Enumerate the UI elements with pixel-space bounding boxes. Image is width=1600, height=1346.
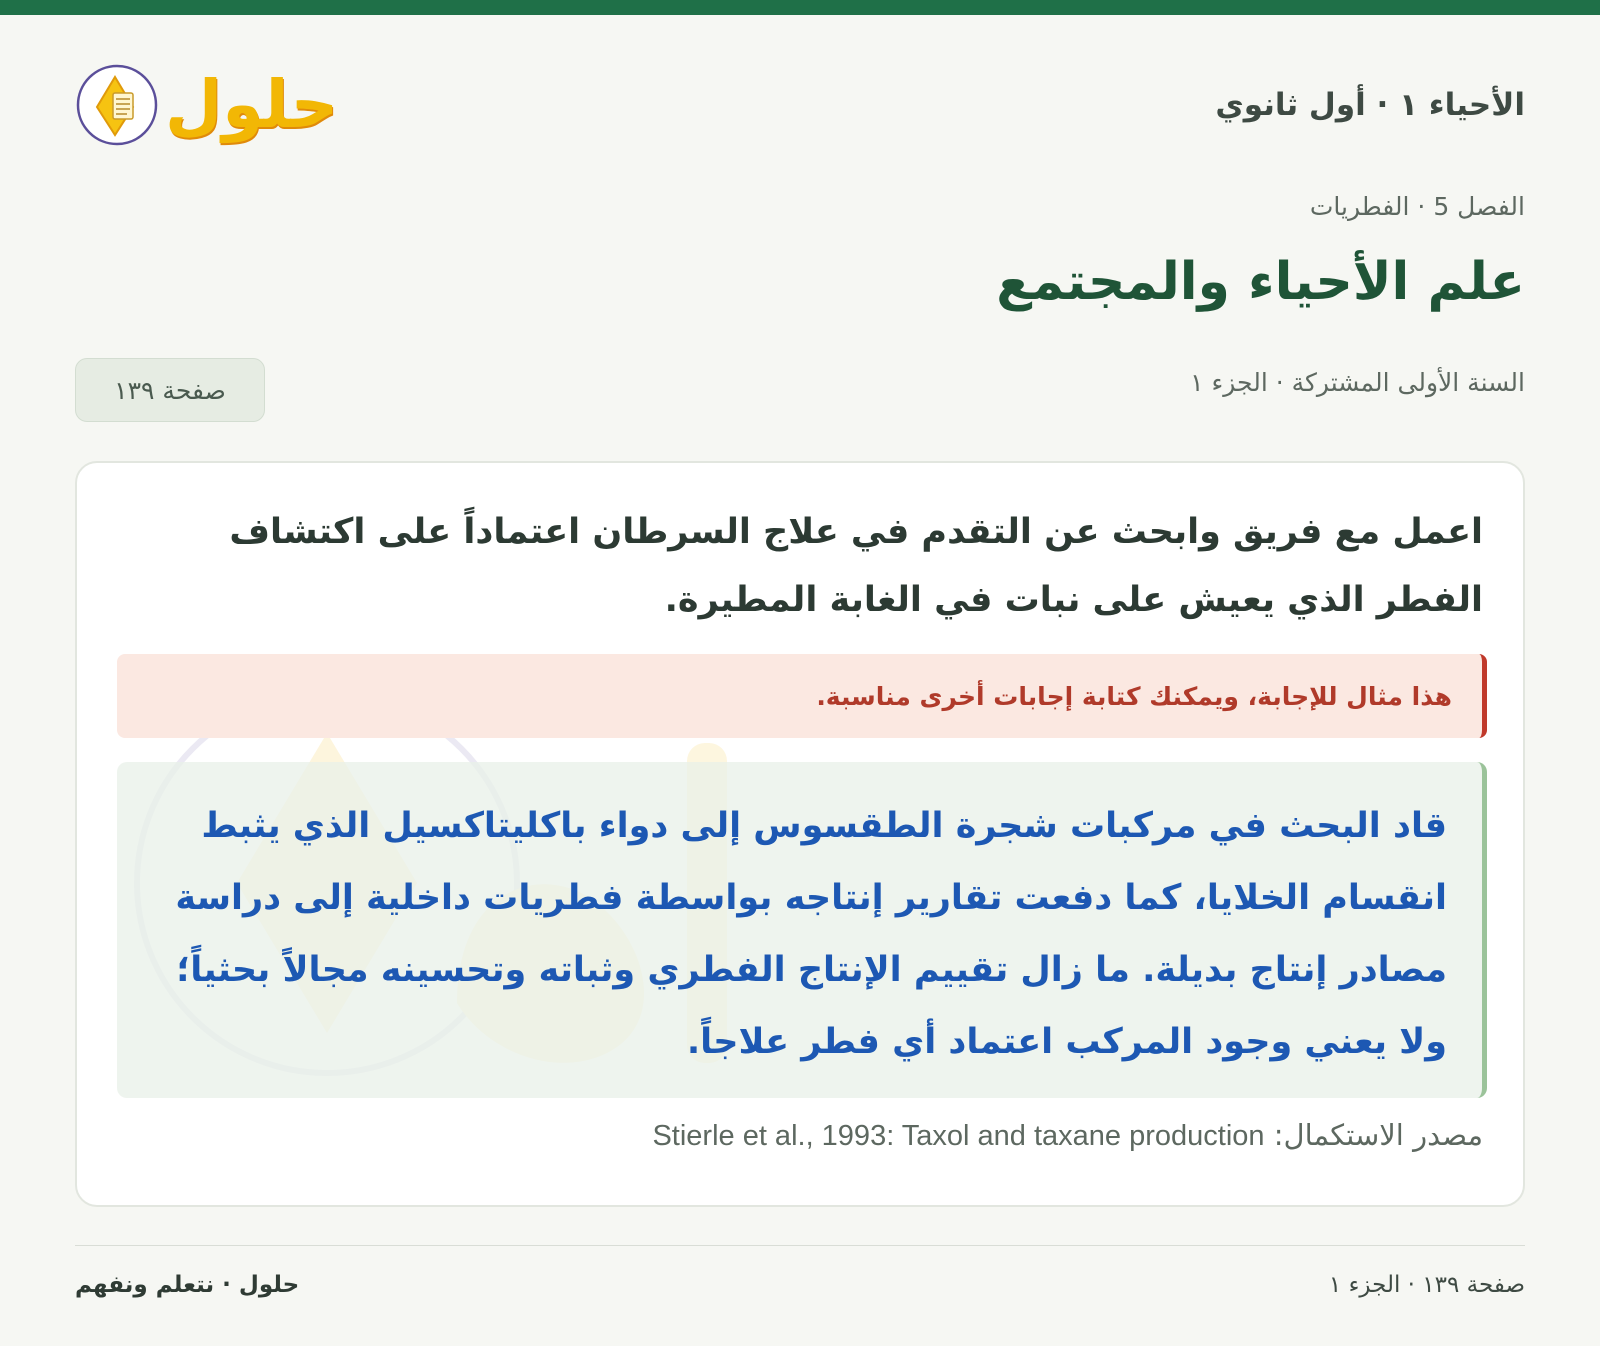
- site-logo[interactable]: [75, 63, 338, 147]
- source-citation: [652, 1118, 1483, 1153]
- page-number-badge: صفحة ١٣٩: [75, 358, 265, 422]
- logo-wordmark: حلول: [165, 66, 339, 143]
- subject-heading: الأحياء ١ · أول ثانوي: [1215, 87, 1525, 123]
- page-title: علم الأحياء والمجتمع: [996, 252, 1525, 312]
- page-header: [75, 50, 1525, 160]
- footer-divider: [75, 1245, 1525, 1246]
- question-card: [75, 461, 1525, 1207]
- grade-meta: السنة الأولى المشتركة · الجزء ١: [1190, 368, 1525, 397]
- answer-note: هذا مثال للإجابة، ويمكنك كتابة إجابات أخرى مناسبة.: [117, 654, 1487, 738]
- chapter-label: الفصل 5 · الفطريات: [1309, 192, 1525, 221]
- source-reference: Stierle et al., 1993: Taxol and taxane production: [652, 1120, 1265, 1152]
- top-accent-bar: [0, 0, 1600, 15]
- logo-emblem-icon: [75, 63, 159, 147]
- answer-text: قاد البحث في مركبات شجرة الطقسوس إلى دواء باكليتاكسيل الذي يثبط انقسام الخلايا، كما دفعت تقارير إنتاجه بواسطة فطريات داخلية إلى دراسة مصادر إنتاج بديلة. ما زال تقييم الإنتاج الفطري وثباته وتحسينه مجالاً بحثياً؛ ولا يعني وجود المركب اعتماد أي فطر علاجاً.: [117, 762, 1487, 1098]
- footer-brand[interactable]: حلول · نتعلم ونفهم: [75, 1272, 300, 1298]
- source-label: مصدر الاستكمال:: [1273, 1118, 1483, 1152]
- question-text: اعمل مع فريق وابحث عن التقدم في علاج السرطان اعتماداً على اكتشاف الفطر الذي يعيش على نبات في الغابة المطيرة.: [229, 512, 1483, 620]
- footer-page-info: صفحة ١٣٩ · الجزء ١: [1328, 1272, 1525, 1298]
